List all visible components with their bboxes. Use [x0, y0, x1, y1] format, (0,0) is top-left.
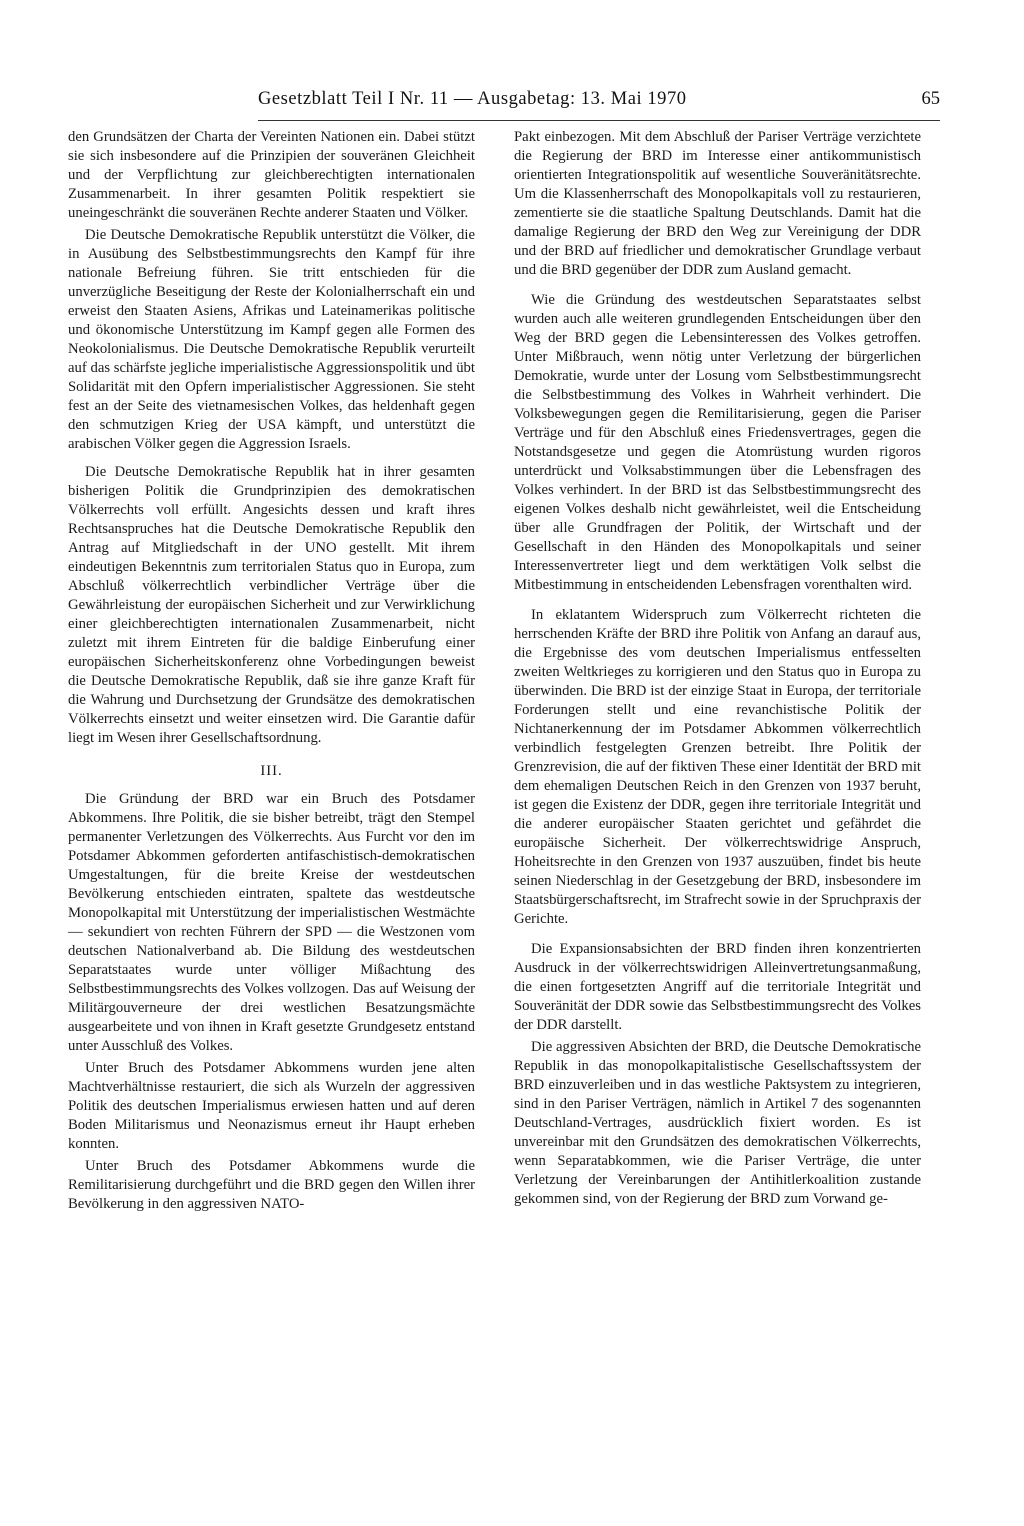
paragraph: Pakt einbezogen. Mit dem Abschluß der Pariser Verträge verzichtete die Regierung der BRD im Interesse einer antikommunistisch orientierten Integrationspolitik auf wesentliche Souveränitätsrechte. Um die Klassenherrschaft des Monopolkapitals voll zu restaurieren, zementierte sie die staatliche Spaltung Deutschlands. Damit hat die damalige Regierung der BRD den Weg zur Vereinigung der DDR und der BRD auf friedlicher und demokratischer Grundlage verbaut und die BRD gegenüber der DDR zum Ausland gemacht.: [514, 129, 921, 278]
header-rule: [258, 120, 940, 121]
paragraph: Die aggressiven Absichten der BRD, die Deutsche Demokratische Republik in das monopolkapitalistische Gesellschaftssystem der BRD einzuverleiben und in das westliche Paktsystem zu integrieren, sind in den Pariser Verträgen, nämlich in Artikel 7 des sogenannten Deutschland-Vertrages, ausdrücklich fixiert worden. Es ist unvereinbar mit den Grundsätzen des demokratischen Völkerrechts, wenn Separatabkommen, wie die Pariser Verträge, die unter Verletzung der Vereinbarungen der Antihitlerkoalition zustande gekommen sind, von der Regierung der BRD zum Vorwand ge-: [514, 1039, 921, 1207]
paragraph: In eklatantem Widerspruch zum Völkerrecht richteten die herrschenden Kräfte der BRD ihre Politik von Anfang an darauf aus, die Ergebnisse des vom deutschen Imperialismus entfesselten zweiten Weltkrieges zu korrigieren und den Status quo in Europa zu überwinden. Die BRD ist der einzige Staat in Europa, der territoriale Forderungen stellt und eine revanchistische Politik der Nichtanerkennung der im Potsdamer Abkommen völkerrechtlich verbindlich festgelegten Grenzen betreibt. Ihre Politik der Grenzrevision, die auf der fiktiven These einer Identität der BRD mit dem ehemaligen Deutschen Reich in den Grenzen von 1937 beruht, ist gegen die Existenz der DDR, gegen ihre territoriale Integrität und die anderer europäischer Staaten gerichtet und gefährdet die europäische Sicherheit. Der völkerrechtswidrige Anspruch, Hoheitsrechte in den Grenzen von 1937 auszuüben, findet bis heute seinen Niederschlag in der Gesetzgebung der BRD, insbesondere im Staatsbürgerschaftsrecht, im Strafrecht sowie in der Spruchpraxis der Gerichte.: [514, 607, 921, 927]
right-column: [514, 128, 921, 1209]
header-title: Gesetzblatt Teil I Nr. 11 — Ausgabetag: 13. Mai 1970: [258, 89, 687, 109]
paragraph: den Grundsätzen der Charta der Vereinten Nationen ein. Dabei stützt sie sich insbesondere auf die Prinzipien der souveränen Gleichheit und der Verpflichtung zur gleichberechtigten internationalen Zusammenarbeit. In ihrer gesamten Politik respektiert sie uneingeschränkt die souveränen Rechte anderer Staaten und Völker.: [68, 129, 475, 221]
paragraph: Die Gründung der BRD war ein Bruch des Potsdamer Abkommens. Ihre Politik, die sie bisher betreibt, trägt den Stempel permanenter Verletzungen des Völkerrechts. Aus Furcht vor den im Potsdamer Abkommen geforderten antifaschistisch-demokratischen Umgestaltungen, für die breite Kreise der westdeutschen Bevölkerung entschieden eintraten, spaltete das westdeutsche Monopolkapital mit Unterstützung der imperialistischen Westmächte — sekundiert von rechten Führern der SPD — die Westzonen vom deutschen Nationalverband ab. Die Bildung des westdeutschen Separatstaates wurde unter völliger Mißachtung des Selbstbestimmungsrechts des Volkes vollzogen. Das auf Weisung der Militärgouverneure der drei westlichen Besatzungsmächte ausgearbeitete und von ihnen in Kraft gesetzte Grundgesetz entstand unter Ausschluß des Volkes.: [68, 791, 475, 1054]
paragraph: Die Expansionsabsichten der BRD finden ihren konzentrierten Ausdruck in der völkerrechtswidrigen Alleinvertretungsanmaßung, die einen fortgesetzten Angriff auf die territoriale Integrität und Souveränität der DDR sowie das Selbstbestimmungsrecht des Volkes der DDR darstellt.: [514, 941, 921, 1033]
page-number: 65: [921, 89, 940, 109]
paragraph: Die Deutsche Demokratische Republik hat in ihrer gesamten bisherigen Politik die Grundprinzipien des demokratischen Völkerrechts voll erfüllt. Angesichts dessen und kraft ihres Rechtsanspruches hat die Deutsche Demokratische Republik den Antrag auf Mitgliedschaft in der UNO gestellt. Mit ihrem eindeutigen Bekenntnis zum territorialen Status quo in Europa, zum Abschluß völkerrechtlich verbindlicher Verträge über die Gewährleistung der europäischen Sicherheit und zur Verwirklichung einer gleichberechtigten internationalen Zusammenarbeit, nicht zuletzt mit ihrem Eintreten für die baldige Einberufung einer europäischen Sicherheitskonferenz ohne Vorbedingungen beweist die Deutsche Demokratische Republik, daß sie ihre ganze Kraft für die Wahrung und Durchsetzung der Grundsätze des demokratischen Völkerrechts einsetzt und weiter einsetzen wird. Die Garantie dafür liegt im Wesen ihrer Gesellschaftsordnung.: [68, 464, 475, 746]
paragraph: Unter Bruch des Potsdamer Abkommens wurde die Remilitarisierung durchgeführt und die BRD gegen den Willen ihrer Bevölkerung in den aggressiven NATO-: [68, 1158, 475, 1212]
section-heading: III.: [260, 763, 283, 779]
paragraph: Die Deutsche Demokratische Republik unterstützt die Völker, die in Ausübung des Selbstbestimmungsrechts den Kampf für ihre nationale Befreiung führen. Sie tritt entschieden für die unverzügliche Beseitigung der Reste der Kolonialherrschaft ein und erweist den Staaten Asiens, Afrikas und Lateinamerikas politische und ökonomische Unterstützung im Kampf gegen alle Formen des Neokolonialismus. Die Deutsche Demokratische Republik verurteilt auf das schärfste jegliche imperialistische Aggressionspolitik und übt Solidarität mit den Opfern imperialistischer Aggressionen. Sie steht fest an der Seite des vietnamesischen Volkes, das heldenhaft gegen den schmutzigen Krieg der USA kämpft, und unterstützt die arabischen Völker gegen die Aggression Israels.: [68, 227, 475, 452]
paragraph: Unter Bruch des Potsdamer Abkommens wurden jene alten Machtverhältnisse restauriert, die sich als Wurzeln der aggressiven Politik des deutschen Imperialismus erwiesen hatten und auf deren Boden Militarismus und Neonazismus erneut ihr Haupt erheben konnten.: [68, 1060, 475, 1152]
left-column: [68, 128, 475, 1214]
paragraph: Wie die Gründung des westdeutschen Separatstaates selbst wurden auch alle weiteren grundlegenden Entscheidungen über den Weg der BRD gegen die Lebensinteressen des Volkes getroffen. Unter Mißbrauch, wenn nötig unter Verletzung der bürgerlichen Demokratie, wurde unter der Losung vom Selbstbestimmungsrecht die Selbstbestimmung des Volkes in Wahrheit verhindert. Die Volksbewegungen gegen die Remilitarisierung, gegen die Pariser Verträge und für den Abschluß eines Friedensvertrages, gegen die Notstandsgesetze und gegen die Atomrüstung wurden rigoros unterdrückt und Volksabstimmungen über die Lebensfragen des Volkes verhindert. In der BRD ist das Selbstbestimmungsrecht des eigenen Volkes deshalb nicht gewährleistet, weil die Entscheidung über alle Grundfragen der Politik, der Wirtschaft und der Gesellschaft in den Händen des Monopolkapitals und seiner Interessenvertreter liegt und dem werktätigen Volk selbst die Mitbestimmung in entscheidenden Lebensfragen vorenthalten wird.: [514, 292, 921, 593]
